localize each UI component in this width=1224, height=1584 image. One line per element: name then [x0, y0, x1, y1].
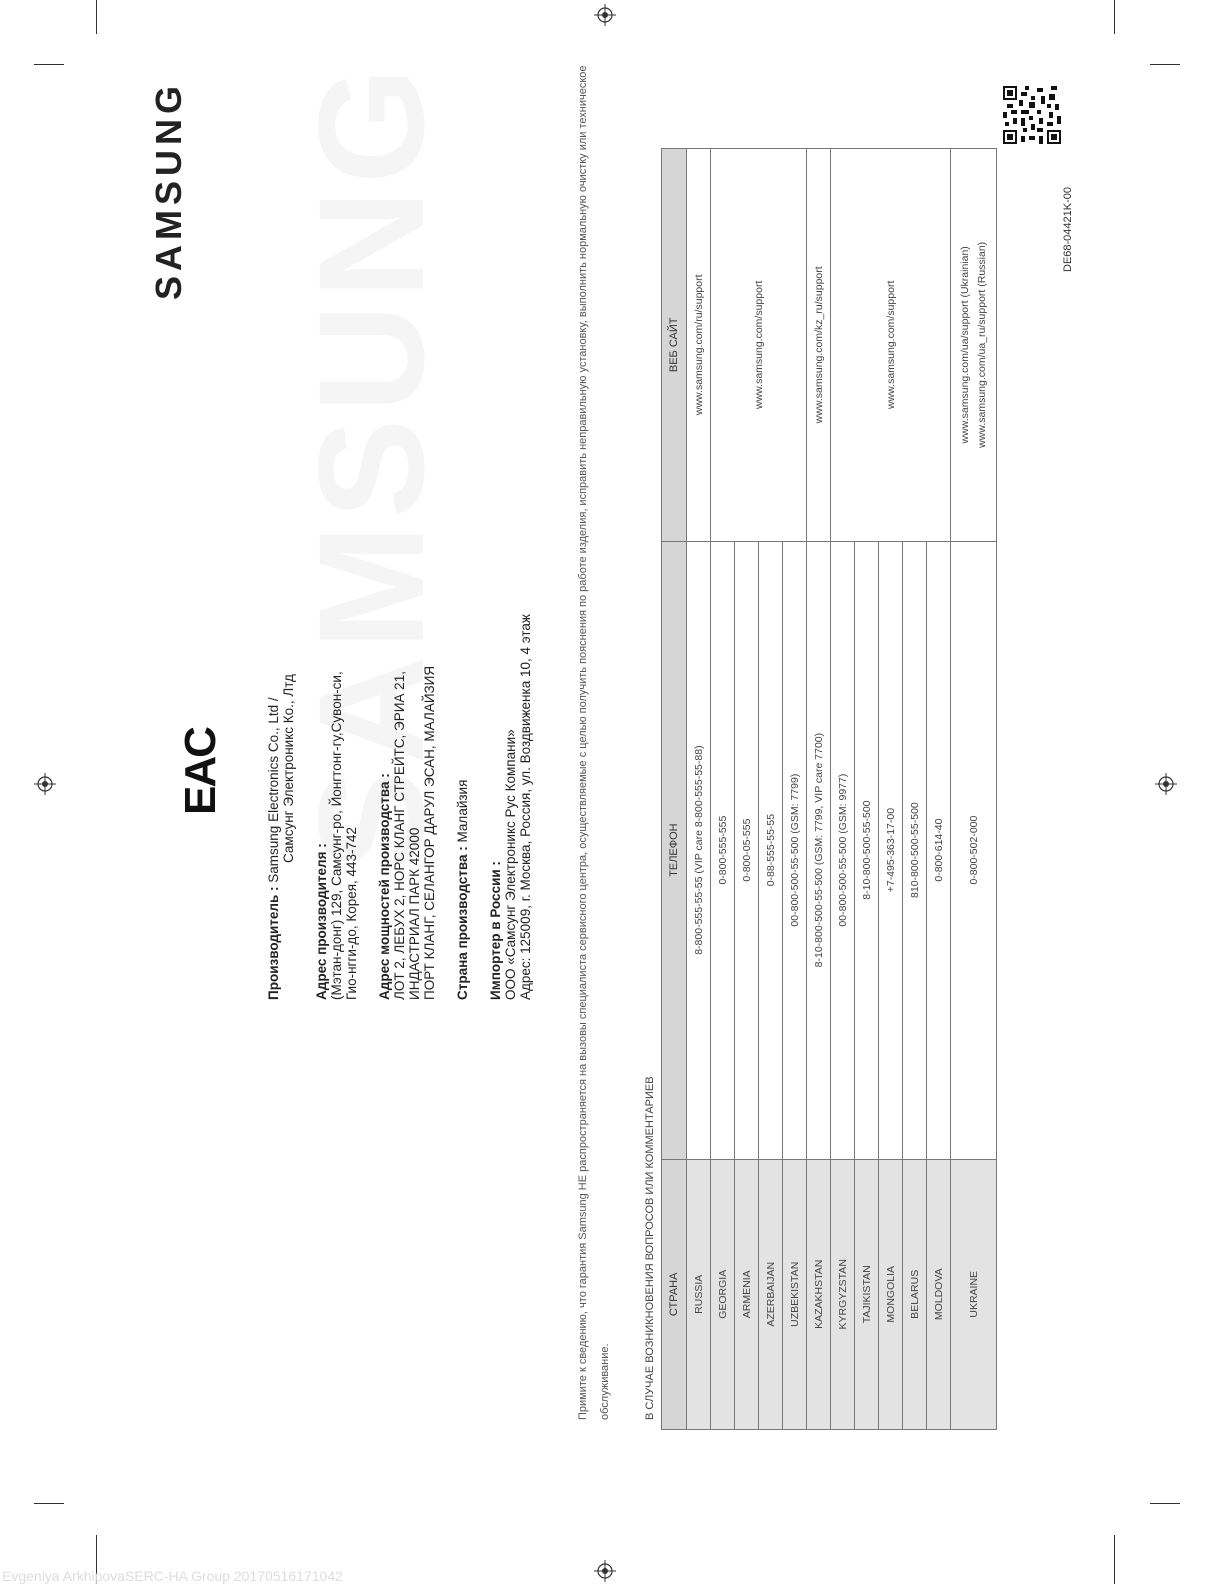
facility-address-line1: ЛОТ 2, ЛЕБУХ 2, НОРС КЛАНГ СТРЕЙТС, ЭРИА 21, [392, 671, 407, 1000]
country-cell: KAZAKHSTAN [807, 1159, 831, 1429]
facility-address-line3: ПОРТ КЛАНГ, СЕЛАНГОР ДАРУЛ ЭСАН, МАЛАЙЗИЯ [422, 665, 437, 1000]
website-ukrainian[interactable]: www.samsung.com/ua/support (Ukrainian) [958, 246, 971, 444]
facility-address-line2: ИНДАСТРИАЛ ПАРК 42000 [407, 827, 422, 1000]
table-row [831, 149, 855, 1430]
header-country: СТРАНА [662, 1159, 687, 1429]
table-row [951, 149, 997, 1430]
website-cell[interactable]: www.samsung.com/support [831, 149, 951, 542]
manufacturer-line2: Самсунг Электроникс Ко., Лтд [281, 674, 296, 863]
manufacturer-line1: Samsung Electronics Co., Ltd / [266, 697, 281, 883]
warranty-notice: Примите к сведению, что гарантия Samsung НЕ распространяется на вызовы специалиста сервисного центра, осуществляемые с целью получить пояснения по работе изделия, исправить неправильную установку, выполнить нормальную очистку или техническое обслуживание. [577, 65, 611, 1420]
phone-cell: +7-495-363-17-00 [879, 541, 903, 1159]
crop-mark [1114, 0, 1115, 34]
phone-cell: 0-800-05-555 [735, 541, 759, 1159]
qr-code-icon [1003, 86, 1061, 144]
phone-cell: 00-800-500-55-500 (GSM: 7799) [783, 541, 807, 1159]
crop-mark [34, 1503, 64, 1504]
manufacturer-address-label: Адрес производителя : [314, 843, 329, 1000]
phone-cell: 0-800-614-40 [927, 541, 951, 1159]
registration-mark-icon [1155, 773, 1177, 795]
table-row [807, 149, 831, 1430]
part-number: DE68-04421K-00 [1062, 186, 1074, 272]
website-cell[interactable]: www.samsung.com/kz_ru/support [807, 149, 831, 542]
registration-mark-icon [594, 1560, 616, 1582]
phone-cell: 0-800-555-555 [711, 541, 735, 1159]
country-cell: MONGOLIA [879, 1159, 903, 1429]
crop-mark [1114, 1535, 1115, 1584]
website-cell[interactable]: www.samsung.com/support [711, 149, 807, 542]
header-phone: ТЕЛЕФОН [662, 541, 687, 1159]
manufacturer-label: Производитель : [266, 886, 281, 1000]
manufacturer-address-line2: Гио-нгги-до, Корея, 443-742 [344, 826, 359, 1000]
header-website: ВЕБ САЙТ [662, 149, 687, 542]
country-cell: MOLDOVA [927, 1159, 951, 1429]
rotated-document [0, 10, 1074, 1430]
country-cell: RUSSIA [687, 1159, 711, 1429]
table-row [711, 149, 735, 1430]
samsung-logo: SAMSUNG [148, 80, 189, 300]
country-cell: UZBEKISTAN [783, 1159, 807, 1429]
eac-mark: EAC [176, 728, 225, 815]
origin-value: Малайзия [455, 779, 470, 843]
origin-block [455, 280, 470, 1000]
facility-address-label: Адрес мощностей производства : [377, 773, 392, 1000]
table-caption: В СЛУЧАЕ ВОЗНИКНОВЕНИЯ ВОПРОСОВ ИЛИ КОММЕНТАРИЕВ [644, 1076, 656, 1420]
manufacturer-address-block [314, 280, 359, 1000]
country-cell: UKRAINE [951, 1159, 997, 1429]
website-cell[interactable] [951, 149, 997, 542]
manufacturer-block [266, 280, 296, 1000]
support-table [661, 148, 997, 1430]
print-footer: Evgeniya ArkhipovaSERC-HA Group 20170516171042 [2, 1568, 343, 1584]
website-russian[interactable]: www.samsung.com/ua_ru/support (Russian) [975, 241, 988, 448]
phone-cell: 0-88-555-55-55 [759, 541, 783, 1159]
country-cell: TAJIKISTAN [855, 1159, 879, 1429]
phone-cell: 8-10-800-500-55-500 (GSM: 7799, VIP care 7700) [807, 541, 831, 1159]
facility-address-block [377, 280, 437, 1000]
importer-line1: ООО «Самсунг Электроникс Рус Компани» [503, 729, 518, 1000]
manufacturer-address-line1: (Мэтан-донг) 129, Самсунг-ро, Йонгтонг-гу,Сувон-си, [329, 671, 344, 1000]
country-cell: BELARUS [903, 1159, 927, 1429]
country-cell: AZERBAIJAN [759, 1159, 783, 1429]
country-cell: GEORGIA [711, 1159, 735, 1429]
phone-cell: 8-800-555-55-55 (VIP care 8-800-555-55-88) [687, 541, 711, 1159]
importer-label: Импортер в России : [488, 861, 503, 1000]
crop-mark [1150, 1503, 1180, 1504]
phone-cell: 0-800-502-000 [951, 541, 997, 1159]
manufacturer-info [266, 280, 551, 1000]
country-cell: KYRGYZSTAN [831, 1159, 855, 1429]
phone-cell: 810-800-500-55-500 [903, 541, 927, 1159]
website-cell[interactable]: www.samsung.com/ru/support [687, 149, 711, 542]
country-cell: ARMENIA [735, 1159, 759, 1429]
origin-label: Страна производства : [455, 846, 470, 1000]
table-row [687, 149, 711, 1430]
importer-block [488, 280, 533, 1000]
phone-cell: 00-800-500-55-500 (GSM: 9977) [831, 541, 855, 1159]
crop-mark [1150, 64, 1180, 65]
importer-line2: Адрес: 125009, г. Москва, Россия, ул. Воздвиженка 10, 4 этаж [518, 614, 533, 1000]
phone-cell: 8-10-800-500-55-500 [855, 541, 879, 1159]
